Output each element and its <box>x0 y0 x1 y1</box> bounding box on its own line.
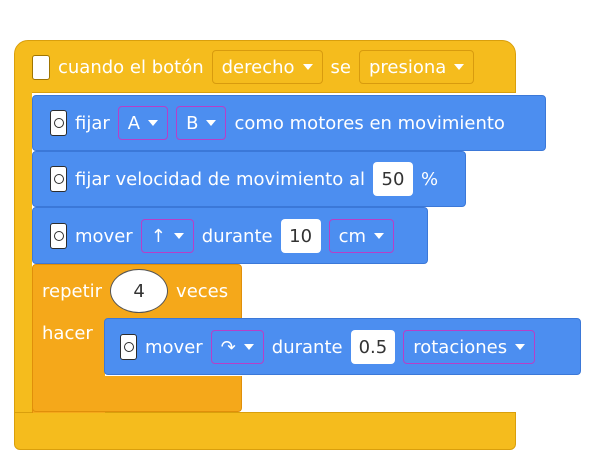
do-row <box>42 323 93 344</box>
motor-icon <box>50 110 67 136</box>
rotate-clockwise-icon: ↷ <box>220 336 236 358</box>
move-label: mover <box>145 336 203 358</box>
chevron-down-icon <box>515 344 525 350</box>
action-dropdown[interactable]: presiona <box>359 50 474 84</box>
hat-when-label: cuando el botón <box>58 56 204 78</box>
set-motors-row <box>50 106 505 140</box>
percent-unit-label: % <box>421 168 439 190</box>
button-dropdown[interactable]: derecho <box>212 50 323 84</box>
move-rotations-row <box>120 330 535 364</box>
do-label: hacer <box>42 323 93 344</box>
repeat-block-bottom <box>32 376 242 412</box>
set-label: fijar <box>75 112 110 134</box>
motor-b-dropdown[interactable]: B <box>176 106 226 140</box>
chevron-down-icon <box>148 120 158 126</box>
hat-row <box>32 50 474 84</box>
chevron-down-icon <box>206 120 216 126</box>
rotations-unit-dropdown[interactable]: rotaciones <box>403 330 535 364</box>
during-label: durante <box>201 225 273 247</box>
hub-icon <box>32 55 50 80</box>
set-speed-row <box>50 162 438 196</box>
chevron-down-icon <box>454 64 464 70</box>
event-hat-bottom <box>14 412 516 450</box>
motor-a-dropdown[interactable]: A <box>118 106 168 140</box>
motor-icon <box>120 334 137 360</box>
rotations-input[interactable]: 0.5 <box>351 330 396 364</box>
chevron-down-icon <box>303 64 313 70</box>
times-label: veces <box>176 280 229 302</box>
motor-icon <box>50 223 67 249</box>
motors-suffix-label: como motores en movimiento <box>234 112 505 134</box>
move-distance-row <box>50 219 394 253</box>
repeat-row <box>42 269 228 313</box>
chevron-down-icon <box>374 233 384 239</box>
move-label: mover <box>75 225 133 247</box>
motor-icon <box>50 166 67 192</box>
speed-input[interactable]: 50 <box>373 162 413 196</box>
event-hat-body <box>14 90 32 415</box>
turn-direction-dropdown[interactable] <box>211 330 264 364</box>
repeat-count-input[interactable]: 4 <box>110 269 168 313</box>
distance-input[interactable]: 10 <box>281 219 321 253</box>
unit-dropdown[interactable]: cm <box>329 219 394 253</box>
hat-se-label: se <box>330 56 351 78</box>
set-speed-label: fijar velocidad de movimiento al <box>75 168 365 190</box>
chevron-down-icon <box>174 233 184 239</box>
during-label: durante <box>271 336 343 358</box>
direction-dropdown[interactable] <box>141 219 194 253</box>
arrow-up-icon: ↑ <box>150 225 166 247</box>
repeat-label: repetir <box>42 280 103 302</box>
chevron-down-icon <box>244 344 254 350</box>
